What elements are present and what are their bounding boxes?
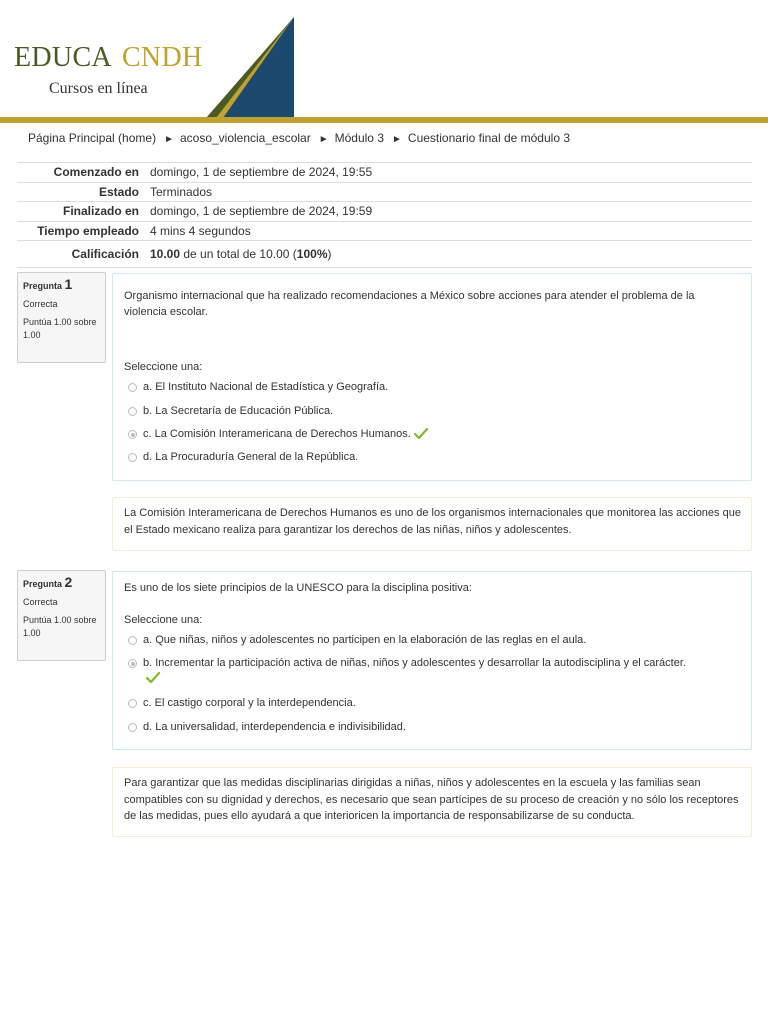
option-label: c. El castigo corporal y la interdependencia.: [143, 697, 356, 709]
question-status: Correcta: [23, 299, 58, 309]
question-num: 1: [64, 276, 73, 292]
answer-option-d[interactable]: [128, 451, 728, 463]
question-feedback-1: La Comisión Interamericana de Derechos Humanos es uno de los organismos internacionales que monitorea las acciones que el Estado mexicano realiza para garantizar los derechos de las niñas, niños y adolescentes.: [112, 497, 752, 551]
correct-check-icon: [414, 428, 428, 440]
grade-end-text: ): [327, 247, 332, 261]
summary-label: Comenzado en: [17, 163, 150, 183]
question-text: Es uno de los siete principios de la UNESCO para la disciplina positiva:: [124, 582, 472, 594]
answer-option-d[interactable]: [128, 721, 728, 733]
site-logo[interactable]: [14, 42, 203, 74]
breadcrumb-separator-icon: ►: [164, 134, 174, 145]
summary-value: 4 mins 4 segundos: [150, 221, 752, 241]
breadcrumb-home-link[interactable]: Página Principal (home): [28, 131, 157, 145]
summary-row-state: [17, 182, 752, 202]
question-score: Puntúa 1.00 sobre 1.00: [23, 615, 97, 638]
question-number: [23, 278, 105, 293]
logo-subtitle: Cursos en línea: [49, 80, 148, 97]
breadcrumb-separator-icon: ►: [392, 134, 402, 145]
option-label: d. La Procuraduría General de la República.: [143, 451, 359, 463]
header-divider: [0, 117, 768, 123]
answer-option-b[interactable]: [128, 657, 728, 669]
correct-check-icon: [146, 672, 160, 684]
logo-educa-text: EDUCA: [14, 42, 112, 73]
radio-button[interactable]: [128, 636, 137, 645]
summary-label: Calificación: [17, 241, 150, 268]
answer-prompt: Seleccione una:: [124, 614, 203, 626]
breadcrumb-module-link[interactable]: Módulo 3: [334, 131, 384, 145]
summary-row-started: [17, 163, 752, 183]
question-info-2: [17, 570, 106, 661]
option-label: b. La Secretaría de Educación Pública.: [143, 405, 334, 417]
radio-button[interactable]: [128, 407, 137, 416]
radio-button[interactable]: [128, 453, 137, 462]
answer-option-c[interactable]: [128, 697, 728, 709]
question-score: Puntúa 1.00 sobre 1.00: [23, 317, 97, 340]
attempt-summary-table: [17, 162, 752, 268]
correct-check-row: [143, 672, 743, 684]
grade-percent: 100%: [296, 247, 328, 261]
question-text: Organismo internacional que ha realizado recomendaciones a México sobre acciones para atender el problema de la violencia escolar.: [124, 290, 695, 318]
grade-mid-text: de un total de 10.00 (: [180, 247, 297, 261]
answer-option-c[interactable]: [128, 428, 728, 440]
radio-button[interactable]: [128, 723, 137, 732]
breadcrumb: [28, 131, 570, 145]
radio-button-selected[interactable]: [128, 430, 137, 439]
answer-option-b[interactable]: [128, 405, 728, 417]
question-formulation-2: [112, 571, 752, 750]
question-status: Correcta: [23, 597, 58, 607]
summary-row-time: [17, 221, 752, 241]
option-label: a. Que niñas, niños y adolescentes no participen en la elaboración de las reglas en el aula.: [143, 634, 587, 646]
answer-option-a[interactable]: [128, 381, 728, 393]
summary-row-grade: [17, 241, 752, 268]
question-number: [23, 576, 105, 591]
summary-value: domingo, 1 de septiembre de 2024, 19:55: [150, 163, 752, 183]
radio-button[interactable]: [128, 383, 137, 392]
question-feedback-2: Para garantizar que las medidas disciplinarias dirigidas a niñas, niños y adolescentes en la escuela y las familias sean compatibles con su dignidad y derechos, es necesario que sean partícipes de su proceso de creación y no sólo los receptores de las medidas, pues ello ayudará a que interioricen la importancia de responsabilizarse de su conducta.: [112, 767, 752, 837]
summary-label: Tiempo empleado: [17, 221, 150, 241]
option-label: a. El Instituto Nacional de Estadística y Geografía.: [143, 381, 389, 393]
breadcrumb-course-link[interactable]: acoso_violencia_escolar: [179, 131, 311, 145]
summary-value: domingo, 1 de septiembre de 2024, 19:59: [150, 202, 752, 222]
grade-score: 10.00: [150, 247, 181, 261]
option-label: b. Incrementar la participación activa de niñas, niños y adolescentes y desarrollar la autodisciplina y el carácter.: [143, 657, 686, 669]
radio-button[interactable]: [128, 699, 137, 708]
summary-value: Terminados: [150, 182, 752, 202]
site-header: [0, 0, 768, 124]
answer-option-a[interactable]: [128, 634, 728, 646]
question-label: Pregunta: [23, 579, 63, 589]
question-formulation-1: [112, 273, 752, 481]
question-label: Pregunta: [23, 281, 63, 291]
summary-label: Estado: [17, 182, 150, 202]
question-num: 2: [64, 574, 73, 590]
breadcrumb-quiz-link[interactable]: Cuestionario final de módulo 3: [407, 131, 571, 145]
option-label: c. La Comisión Interamericana de Derechos Humanos.: [143, 428, 411, 440]
question-info-1: [17, 272, 106, 363]
summary-row-finished: [17, 202, 752, 222]
header-graphic: [206, 17, 296, 118]
option-label: d. La universalidad, interdependencia e indivisibilidad.: [143, 721, 406, 733]
summary-value: [150, 241, 752, 268]
logo-cndh-text: CNDH: [121, 42, 203, 73]
breadcrumb-separator-icon: ►: [318, 134, 329, 145]
answer-prompt: Seleccione una:: [124, 361, 203, 373]
summary-label: Finalizado en: [17, 202, 150, 222]
radio-button-selected[interactable]: [128, 659, 137, 668]
